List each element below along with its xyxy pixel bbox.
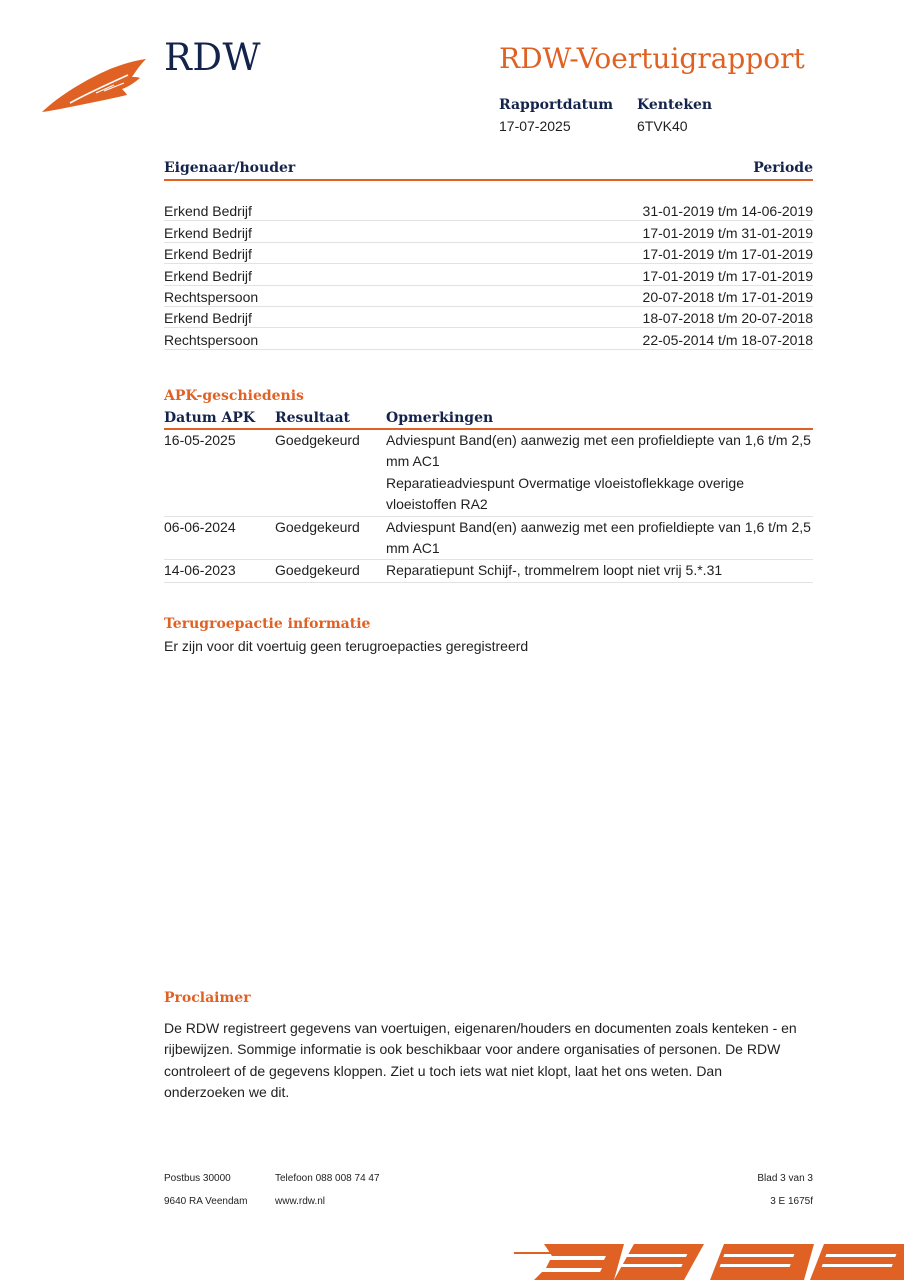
apk-date: 06-06-2024 (164, 518, 236, 535)
decorative-stripes (514, 1244, 904, 1280)
owner-type: Rechtspersoon (164, 288, 259, 305)
footer-phone: Telefoon 088 008 74 47 (275, 1173, 380, 1184)
owner-row (164, 200, 813, 221)
apk-remarks (386, 517, 813, 560)
owner-row (164, 221, 813, 242)
footer-address-line-1: Postbus 30000 (164, 1173, 231, 1184)
apk-result: Goedgekeurd (275, 562, 360, 579)
owner-period: 17-01-2019 t/m 17-01-2019 (642, 246, 813, 263)
owner-history-list (164, 200, 813, 350)
apk-table-header (164, 408, 813, 430)
footer-address-line-2: 9640 RA Veendam (164, 1196, 248, 1207)
plate-label: Kenteken (637, 97, 713, 113)
apk-remarks (386, 430, 813, 516)
owner-header-rule (164, 179, 813, 181)
footer-document-code: 3 E 1675f (770, 1196, 813, 1207)
apk-result: Goedgekeurd (275, 518, 360, 535)
apk-history-table (164, 408, 813, 583)
recall-text: Er zijn voor dit voertuig geen terugroepacties geregistreerd (164, 638, 529, 654)
owner-row (164, 307, 813, 328)
report-date: 17-07-2025 (499, 118, 571, 134)
owner-type: Rechtspersoon (164, 331, 259, 348)
apk-row (164, 517, 813, 561)
owner-row (164, 264, 813, 285)
apk-row (164, 430, 813, 517)
apk-date: 16-05-2025 (164, 432, 236, 448)
apk-section-title: APK-geschiedenis (164, 388, 304, 404)
proclaimer-title: Proclaimer (164, 990, 251, 1006)
recall-section-title: Terugroepactie informatie (164, 616, 371, 632)
owner-period: 17-01-2019 t/m 17-01-2019 (642, 267, 813, 284)
apk-remark: Reparatiepunt Schijf-, trommelrem loopt niet vrij 5.*.31 (386, 562, 723, 579)
rdw-feather-logo-icon (40, 55, 148, 115)
owner-type: Erkend Bedrijf (164, 246, 252, 263)
apk-row (164, 560, 813, 582)
rdw-logo-text: RDW (164, 36, 262, 79)
proclaimer-text: De RDW registreert gegevens van voertuigen, eigenaren/houders en documenten zoals kenteken - en rijbewijzen. Sommige informatie is ook beschikbaar voor andere organisaties of personen. De RDW controleert of de gegevens kloppen. Ziet u toch iets wat niet klopt, laat het ons weten. Dan onderzoeken we dit. (164, 1020, 797, 1101)
apk-date-header: Datum APK (164, 410, 256, 426)
apk-remark: Reparatieadviespunt Overmatige vloeistoflekkage overige vloeistoffen RA2 (386, 474, 744, 513)
apk-result: Goedgekeurd (275, 432, 360, 448)
owner-type: Erkend Bedrijf (164, 203, 252, 220)
owner-type: Erkend Bedrijf (164, 267, 252, 284)
owner-type: Erkend Bedrijf (164, 310, 252, 327)
owner-row (164, 328, 813, 349)
plate-value: 6TVK40 (637, 118, 688, 134)
owner-column-header: Eigenaar/houder (164, 160, 296, 176)
apk-remark: Adviespunt Band(en) aanwezig met een profieldiepte van 1,6 t/m 2,5 mm AC1 (386, 518, 811, 557)
report-title: RDW-Voertuigrapport (499, 42, 805, 75)
owner-row (164, 286, 813, 307)
owner-period: 18-07-2018 t/m 20-07-2018 (642, 310, 813, 327)
apk-remark: Adviespunt Band(en) aanwezig met een profieldiepte van 1,6 t/m 2,5 mm AC1 (386, 432, 811, 470)
owner-period: 31-01-2019 t/m 14-06-2019 (642, 203, 813, 220)
apk-date: 14-06-2023 (164, 562, 236, 579)
owner-row (164, 243, 813, 264)
report-date-label: Rapportdatum (499, 97, 614, 113)
period-column-header: Periode (753, 160, 813, 176)
owner-period: 17-01-2019 t/m 31-01-2019 (642, 224, 813, 241)
apk-remarks (386, 560, 813, 581)
apk-remarks-header: Opmerkingen (386, 410, 494, 426)
owner-period: 20-07-2018 t/m 17-01-2019 (642, 288, 813, 305)
footer-page-number: Blad 3 van 3 (757, 1173, 813, 1184)
footer-website-link[interactable]: www.rdw.nl (275, 1196, 326, 1207)
owner-period: 22-05-2014 t/m 18-07-2018 (642, 331, 813, 348)
owner-type: Erkend Bedrijf (164, 224, 252, 241)
apk-table-body (164, 430, 813, 583)
apk-result-header: Resultaat (275, 410, 350, 426)
